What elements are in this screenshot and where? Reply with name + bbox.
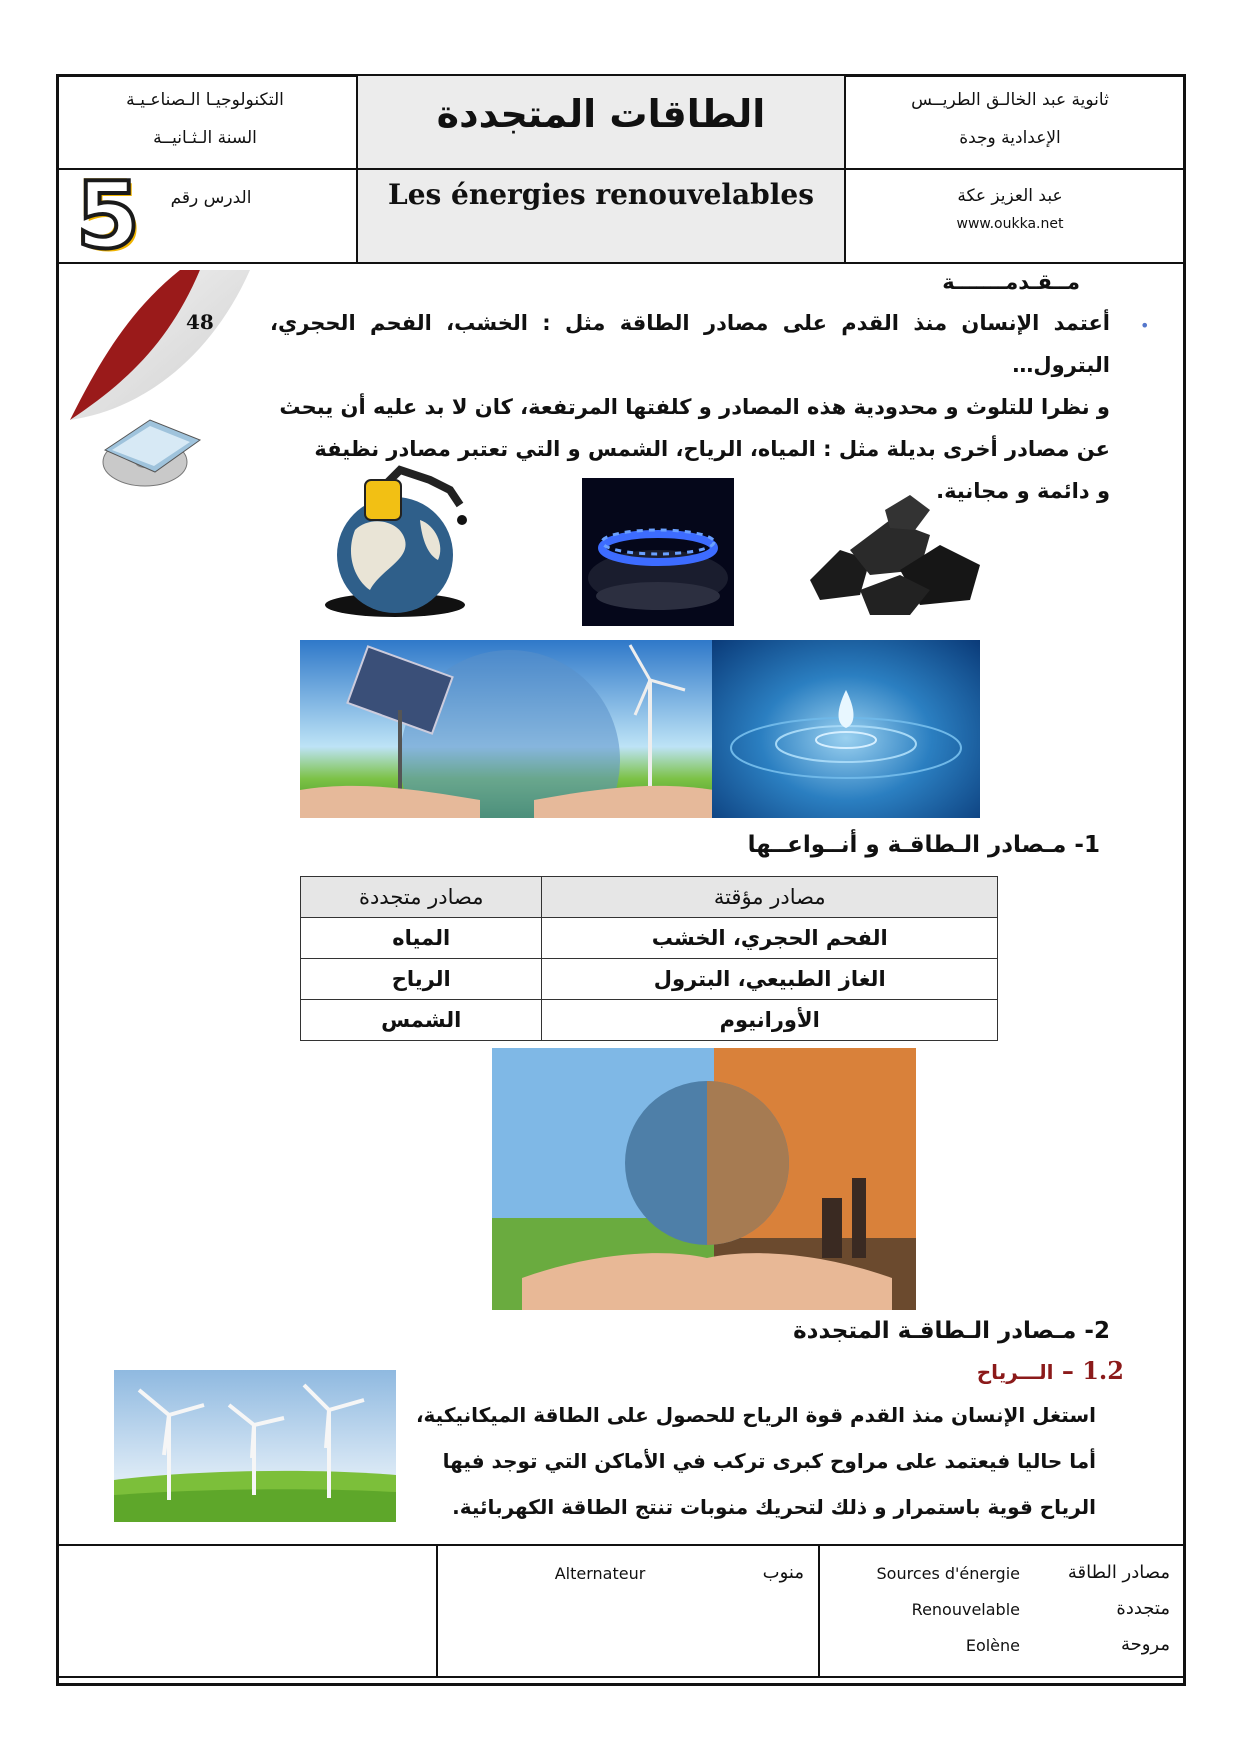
table-row bbox=[301, 1000, 998, 1041]
table-cell-temporary: الغاز الطبيعي، البترول bbox=[542, 959, 998, 1000]
header-school-cell bbox=[844, 74, 1186, 170]
table-cell-renewable: المياه bbox=[301, 918, 542, 959]
gas-flame-image bbox=[582, 478, 734, 626]
footer-divider-2 bbox=[818, 1544, 820, 1676]
page-number: 48 bbox=[186, 310, 214, 334]
footer-top-border bbox=[56, 1544, 1186, 1546]
solar-wind-hands-image bbox=[300, 640, 714, 818]
glossary-ar-1: مصادر الطاقة bbox=[1067, 1562, 1170, 1583]
glossary-ar-2: متجددة bbox=[1116, 1598, 1170, 1619]
glossary-fr-1: Sources d'énergie bbox=[876, 1564, 1020, 1583]
school-line-1: ثانوية عبد الخالـق الطريــس bbox=[911, 90, 1109, 110]
wind-turbines-image bbox=[114, 1370, 396, 1522]
wind-line-3: الرياح قوية باستمرار و ذلك لتحريك منوبات تنتج الطاقة الكهربائية. bbox=[452, 1495, 1096, 1519]
section-1-heading: 1- مـصادر الـطاقـة و أنــواعــها bbox=[747, 832, 1100, 858]
intro-heading: مــقـدمـــــــة bbox=[942, 270, 1080, 294]
header-subject-cell bbox=[56, 74, 358, 170]
table-header-row bbox=[301, 877, 998, 918]
intro-line-2: و نظرا للتلوث و محدودية هذه المصادر و كلفتها المرتفعة، كان لا بد عليه أن يبحث bbox=[279, 395, 1110, 419]
wind-paragraph bbox=[406, 1392, 1096, 1530]
glossary-ar-3: مروحة bbox=[1120, 1634, 1170, 1655]
footer-divider-1 bbox=[436, 1544, 438, 1676]
intro-line-3: عن مصادر أخرى بديلة مثل : المياه، الرياح، الشمس و التي تعتبر مصادر نظيفة bbox=[314, 437, 1110, 461]
table-cell-temporary: الفحم الحجري، الخشب bbox=[542, 918, 998, 959]
intro-line-1: أعتمد الإنسان منذ القدم على مصادر الطاقة مثل : الخشب، الفحم الحجري، البترول… bbox=[270, 311, 1110, 377]
wind-line-2: أما حاليا فيعتمد على مراوح كبرى تركب في الأماكن التي توجد فيها bbox=[442, 1449, 1096, 1473]
earth-clean-polluted-image bbox=[492, 1048, 916, 1310]
glossary-fr-4: Alternateur bbox=[554, 1564, 646, 1583]
subsection-title: الـــرياح bbox=[976, 1360, 1054, 1384]
table-cell-renewable: الشمس bbox=[301, 1000, 542, 1041]
page-curl-decoration bbox=[70, 270, 250, 420]
table-cell-temporary: الأورانيوم bbox=[542, 1000, 998, 1041]
french-title: Les énergies renouvelables bbox=[388, 178, 814, 211]
subsection-heading bbox=[700, 1356, 1124, 1385]
school-line-2: الإعدادية وجدة bbox=[959, 128, 1061, 148]
glossary-fr-3: Eolène bbox=[965, 1636, 1020, 1655]
table-cell-renewable: الرياح bbox=[301, 959, 542, 1000]
water-drop-image bbox=[712, 640, 980, 818]
author-website: www.oukka.net bbox=[956, 216, 1064, 232]
coal-image bbox=[790, 490, 1000, 620]
cd-book-icon bbox=[90, 400, 210, 500]
lesson-number: 5 bbox=[76, 162, 141, 269]
table-header-renewable: مصادر متجددة bbox=[301, 877, 542, 918]
lesson-label: الدرس رقم bbox=[170, 188, 252, 208]
wind-line-1: استغل الإنسان منذ القدم قوة الرياح للحصول على الطاقة الميكانيكية، bbox=[415, 1403, 1096, 1427]
table-header-temporary: مصادر مؤقتة bbox=[542, 877, 998, 918]
subject-line-1: التكنولوجيـا الـصناعـيـة bbox=[126, 90, 284, 110]
table-row bbox=[301, 918, 998, 959]
subject-line-2: السنة الـثـانيــة bbox=[153, 128, 257, 148]
table-row bbox=[301, 959, 998, 1000]
bullet-dot: • bbox=[1140, 316, 1150, 335]
glossary-fr-2: Renouvelable bbox=[911, 1600, 1020, 1619]
section-2-heading: 2- مـصادر الـطاقـة المتجددة bbox=[793, 1318, 1110, 1344]
energy-sources-table bbox=[300, 876, 998, 1041]
subsection-number: 1.2 – bbox=[1061, 1356, 1124, 1385]
intro-line-4: و دائمة و مجانية. bbox=[936, 479, 1110, 503]
page-title: الطاقات المتجددة bbox=[436, 92, 766, 136]
glossary-ar-4: منوب bbox=[762, 1562, 804, 1583]
author-name: عبد العزيز عكة bbox=[957, 186, 1063, 206]
footer-bottom-border bbox=[56, 1676, 1186, 1678]
globe-oil-image bbox=[310, 460, 480, 620]
